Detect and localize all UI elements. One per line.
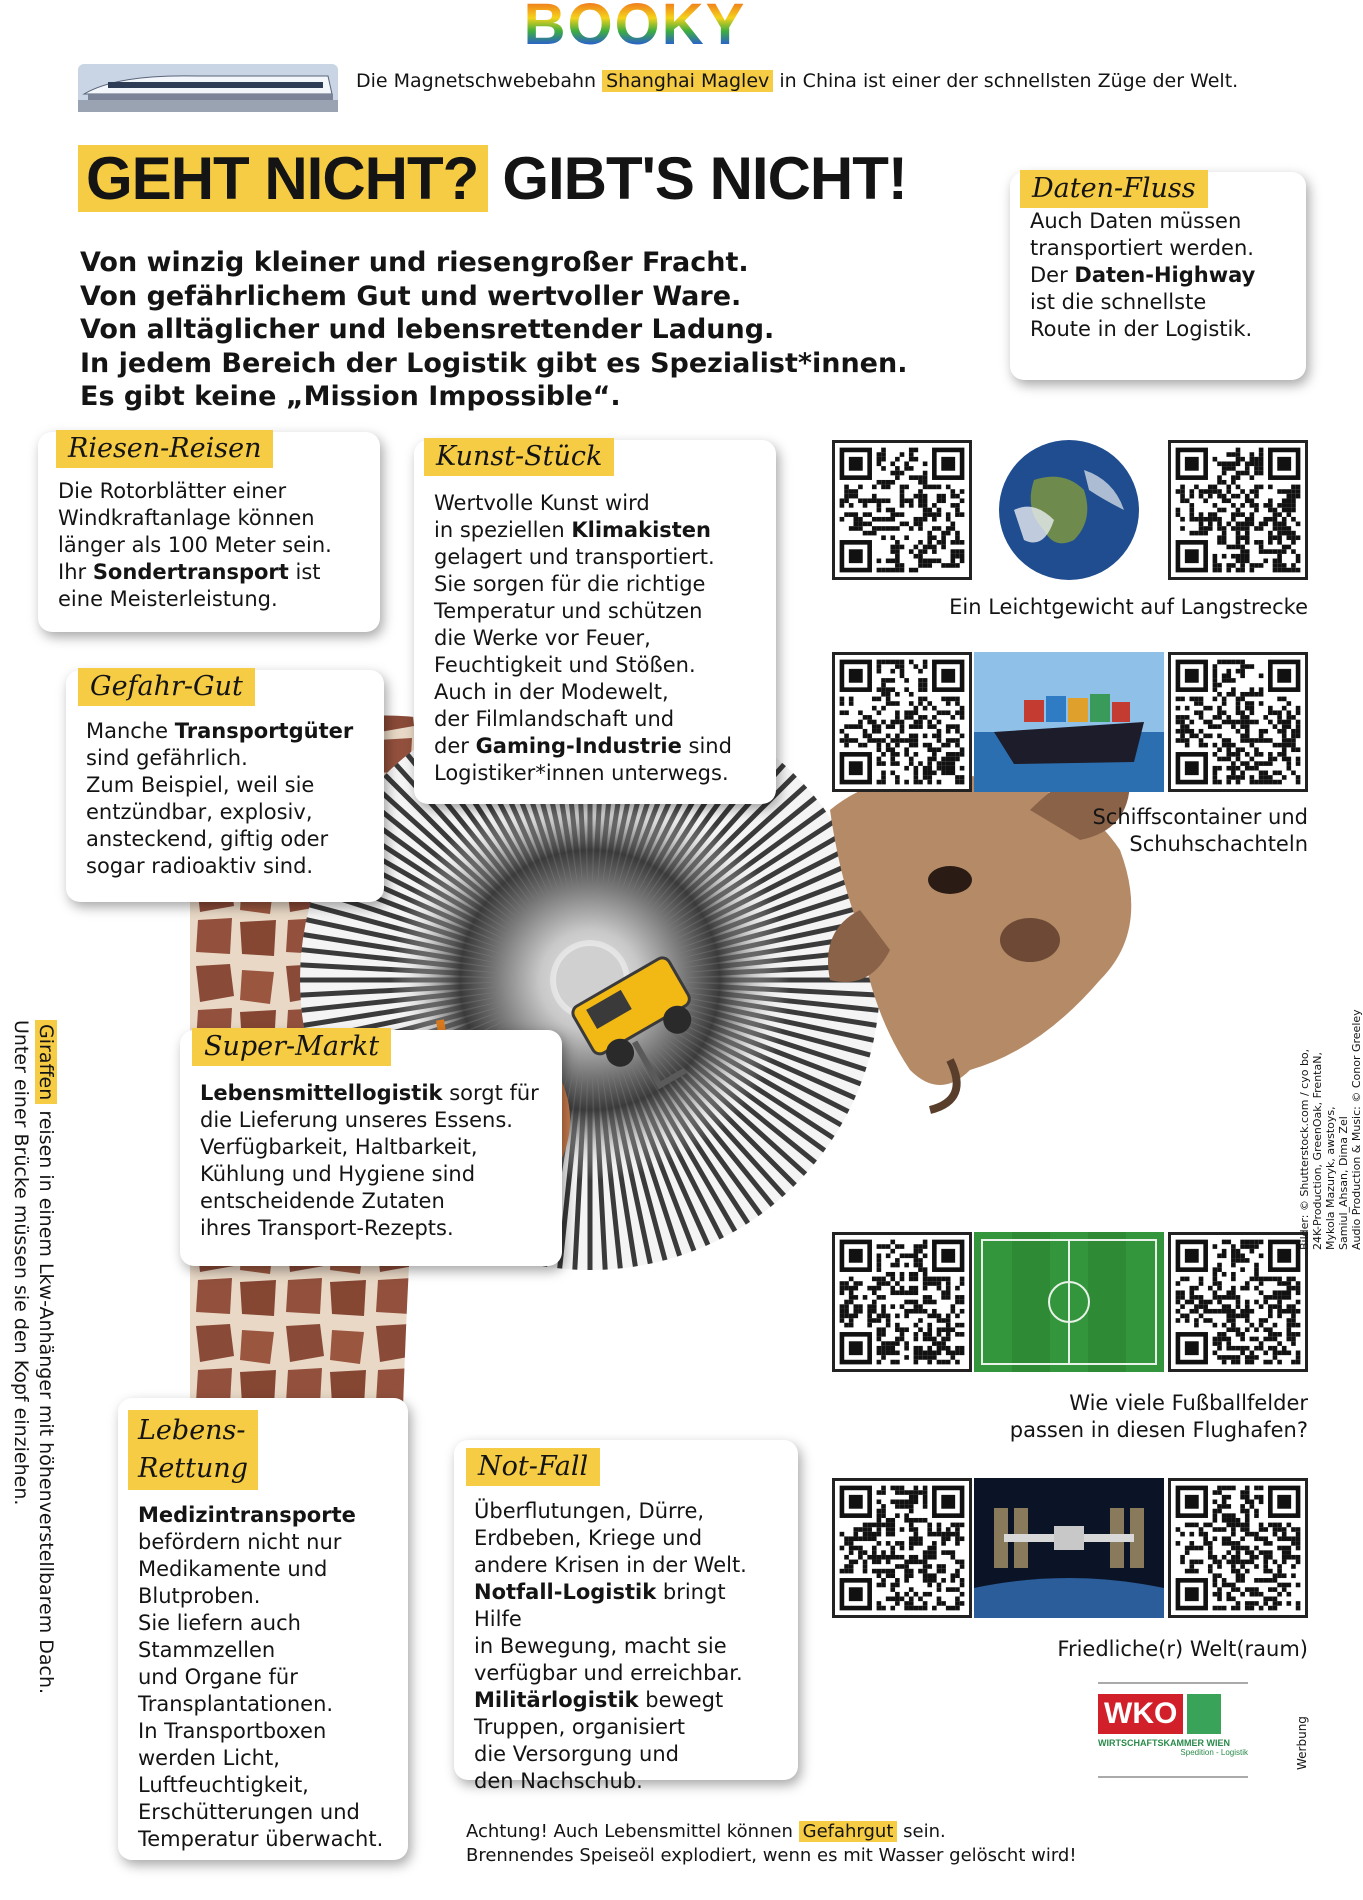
card-riesen-reisen (38, 432, 380, 632)
card-daten-fluss (1010, 172, 1306, 380)
earth-image (974, 440, 1164, 580)
card-text: Die Rotorblätter einer Windkraftanlage können länger als 100 Meter sein. Ihr Sondertransport ist eine Meisterleistung. (58, 479, 332, 611)
giraffe-highlight: Giraffen (35, 1020, 57, 1104)
qr-code[interactable] (832, 1478, 972, 1618)
card-title: Lebens- Rettung (128, 1410, 258, 1490)
card-text: Überflutungen, Dürre, Erdbeben, Kriege und andere Krisen in der Welt. Notfall-Logistik bringt Hilfe in Bewegung, macht sie verfügbar und erreichbar. Militärlogistik bewegt Truppen, organisiert die Versorgung und den Nachschub. (474, 1499, 747, 1793)
card-lebens-rettung (118, 1398, 408, 1860)
intro-line: Von gefährlichem Gut und wertvoller Ware. (80, 280, 742, 312)
intro-line: Von winzig kleiner und riesengroßer Fracht. (80, 247, 749, 278)
bottom-note: Achtung! Auch Lebensmittel können Gefahrgut sein. Brennendes Speiseöl explodiert, wenn es mit Wasser gelöscht wird! (466, 1821, 1077, 1866)
qr-row-space-station (832, 1478, 1308, 1602)
qr-row-football (832, 1232, 1308, 1356)
card-title: Kunst-Stück (424, 438, 614, 476)
space-station-image (974, 1478, 1164, 1618)
wko-emblem-icon (1187, 1694, 1221, 1734)
intro-line: Es gibt keine „Mission Impossible“. (80, 381, 621, 412)
qr-row-earth (832, 440, 1308, 564)
qr-code[interactable] (1168, 652, 1308, 792)
logo-text: BOOKY (523, 0, 747, 57)
card-title: Daten-Fluss (1020, 170, 1208, 208)
qr-caption: Wie viele Fußballfelder passen in diesen Flughafen? (1009, 1391, 1308, 1442)
intro-text (80, 246, 980, 414)
card-title: Gefahr-Gut (78, 668, 255, 706)
qr-code[interactable] (832, 1232, 972, 1372)
football-field-image (974, 1232, 1164, 1372)
title-part-1: GEHT NICHT? (78, 145, 488, 212)
card-super-markt (180, 1030, 562, 1266)
advertisement-label: Werbung (1295, 1716, 1309, 1770)
page-title (78, 140, 907, 218)
intro-line: In jedem Bereich der Logistik gibt es Spezialist*innen. (80, 347, 908, 379)
qr-row-ship (832, 652, 1308, 776)
giraffe-side-note: Giraffen reisen in einem Lkw-Anhänger mit höhenverstellbarem Dach. Unter einer Brücke müssen sie den Kopf einziehen. (10, 1020, 57, 1695)
card-not-fall (454, 1440, 798, 1793)
qr-code[interactable] (1168, 1232, 1308, 1372)
qr-code[interactable] (1168, 1478, 1308, 1618)
card-text: Manche Transportgüter sind gefährlich. Zum Beispiel, weil sie entzündbar, explosiv, ansteckend, giftig oder sogar radioaktiv sind. (86, 719, 354, 878)
intro-line: Von alltäglicher und lebensrettender Ladung. (80, 314, 775, 345)
card-gefahr-gut (66, 670, 384, 902)
container-ship-image (974, 652, 1164, 792)
card-title: Not-Fall (466, 1448, 600, 1486)
qr-code[interactable] (832, 652, 972, 792)
card-title: Riesen-Reisen (56, 430, 273, 468)
wko-logo: WKO WIRTSCHAFTSKAMMER WIEN Spedition - Logistik (1098, 1682, 1248, 1778)
qr-caption: Friedliche(r) Welt(raum) (1057, 1637, 1308, 1661)
card-text: Medizintransporte befördern nicht nur Medikamente und Blutproben. Sie liefern auch Stammzellen und Organe für Transplantationen. In Transportboxen werden Licht, Luftfeuchtigkeit, Erschütterungen und Temperatur überwacht. (138, 1503, 384, 1851)
maglev-train-image (78, 64, 338, 112)
image-credits: Bilder: © Shutterstock.com / cyo bo, 24K-Production, GreenOak, FrentaN, Mykola Mazuryk, awstoys, Samiul_Ahsan, Dima Zel Audio Production & Music: © Conor Greeley (1298, 1009, 1363, 1250)
train-name-highlight: Shanghai Maglev (602, 70, 773, 92)
card-text: Wertvolle Kunst wird in speziellen Klimakisten gelagert und transportiert. Sie sorgen für die richtige Temperatur und schützen die Werke vor Feuer, Feuchtigkeit und Stößen. Auch in der Modewelt, der Filmlandschaft und der Gaming-Industrie sind Logistiker*innen unterwegs. (434, 491, 732, 785)
qr-code[interactable] (832, 440, 972, 580)
card-title: Super-Markt (192, 1028, 391, 1066)
title-part-2: GIBT'S NICHT! (502, 145, 907, 212)
card-text: Lebensmittellogistik sorgt für die Lieferung unseres Essens. Verfügbarkeit, Haltbarkeit, Kühlung und Hygiene sind entscheidende Zutaten ihres Transport-Rezepts. (200, 1081, 539, 1240)
booky-logo (520, 0, 750, 57)
train-caption: Die Magnetschwebebahn Shanghai Maglev in China ist einer der schnellsten Züge der Welt. (356, 70, 1239, 92)
qr-code[interactable] (1168, 440, 1308, 580)
card-kunst-stueck (414, 440, 776, 804)
card-text: Auch Daten müssen transportiert werden. Der Daten-Highway ist die schnellste Route in der Logistik. (1030, 209, 1256, 341)
qr-caption: Schiffscontainer und Schuhschachteln (1092, 805, 1308, 856)
qr-caption: Ein Leichtgewicht auf Langstrecke (949, 595, 1308, 619)
